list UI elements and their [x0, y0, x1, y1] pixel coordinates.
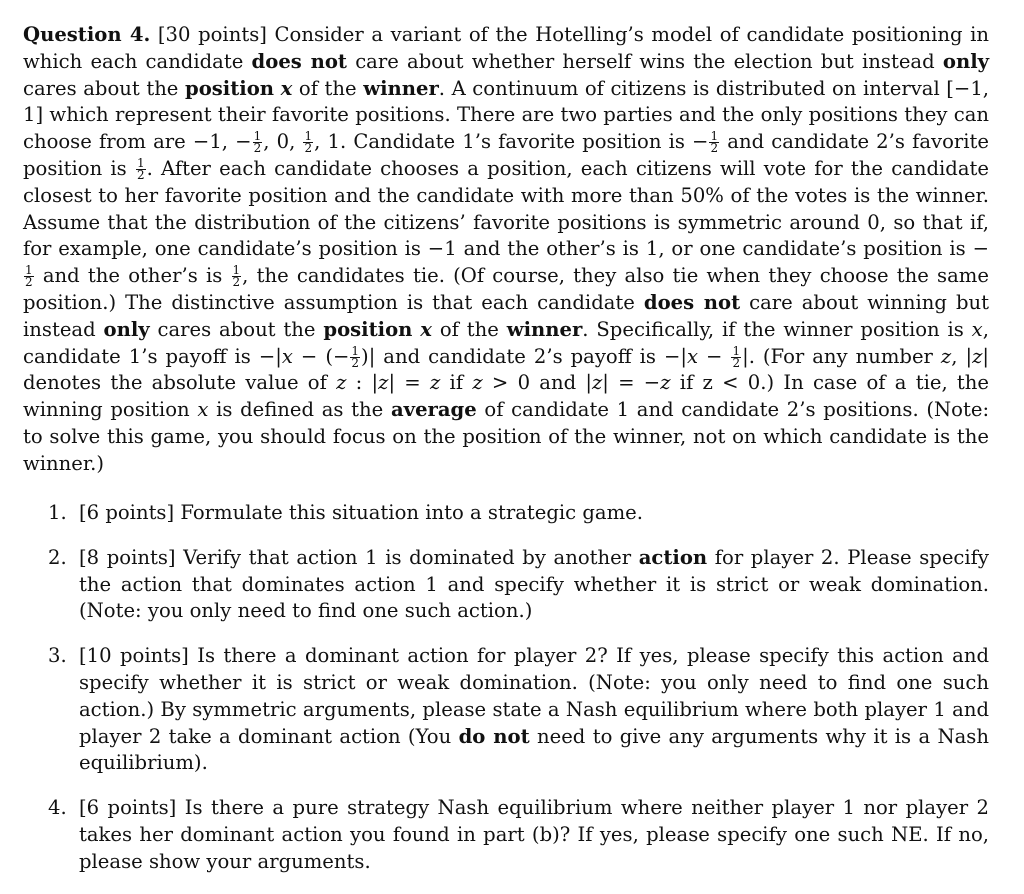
list-item: 3. [10 points] Is there a dominant action for player 2? If yes, please specify this action and specify whether it is strict or weak domination. (Note: you only need to find one such action.) By symmetric arguments, please state a Nash equilibrium where both player 1 and player 2 take a dominant action (You do not need to give any arguments why it is a Nash equilibrium).: [48, 644, 989, 775]
list-item: 1. [6 points] Formulate this situation into a strategic game.: [48, 501, 643, 524]
fraction-half: $\frac{1}{2}$: [232, 263, 241, 290]
fraction-half: $\frac{1}{2}$: [136, 156, 145, 183]
fraction-half: $\frac{1}{2}$: [732, 343, 741, 370]
sub-question-list: [48, 500, 989, 894]
question-paragraph: Question 4. [30 points] Consider a variant of the Hotelling’s model of candidate positioning in which each candidate does not care about whether herself wins the election but instead only cares about the position x of the winner. A continuum of citizens is distributed on interval [−1, 1] which represent their favorite positions. There are two parties and the only positions they can choose from are −1, − $\frac{1}{2}$ , 0, $\frac{1}{2}$ , 1. Candidate 1’s favorite position is − $\frac{1}{2}$ and candidate 2’s favorite position is $\frac{1}{2}$ . After each candidate chooses a position, each citizens will vote for the candidate closest to her favorite position and the candidate with more than 50% of the votes is the winner. Assume that the distribution of the citizens’ favorite positions is symmetric around 0, so that if, for example, one candidate’s position is −1 and the other’s is 1, or one candidate’s position is − $\frac{1}{2}$ and the other’s is $\frac{1}{2}$ , the candidates tie. (Of course, they also tie when they choose the same position.) The distinctive assumption is that each candidate does not care about winning but instead only cares about the position x of the winner. Specifically, if the winner position is x, candidate 1’s payoff is −|x − (− $\frac{1}{2}$ )| and candidate 2’s payoff is −|x − $\frac{1}{2}$ |. (For any number z, |z| denotes the absolute value of z : |z| = z if z > 0 and |z| = −z if z < 0.) In case of a tie, the winning position x is defined as the average of candidate 1 and candidate 2’s positions. (Note: to solve this game, you should focus on the position of the winner, not on which candidate is the winner.): [23, 23, 990, 475]
question-title: Question 4.: [23, 23, 151, 46]
fraction-half: $\frac{1}{2}$: [710, 129, 719, 156]
fraction-half: $\frac{1}{2}$: [351, 343, 360, 370]
fraction-half: $\frac{1}{2}$: [304, 129, 313, 156]
list-item: 4. [6 points] Is there a pure strategy Nash equilibrium where neither player 1 nor player 2 takes her dominant action you found in part (b)? If yes, please specify one such NE. If no, please show your arguments.: [48, 796, 989, 873]
fraction-half: $\frac{1}{2}$: [253, 129, 262, 156]
fraction-half: $\frac{1}{2}$: [25, 263, 33, 290]
list-item: 2. [8 points] Verify that action 1 is dominated by another action for player 2. Please specify the action that dominates action 1 and specify whether it is strict or weak domination. (Note: you only need to find one such action.): [48, 545, 989, 623]
